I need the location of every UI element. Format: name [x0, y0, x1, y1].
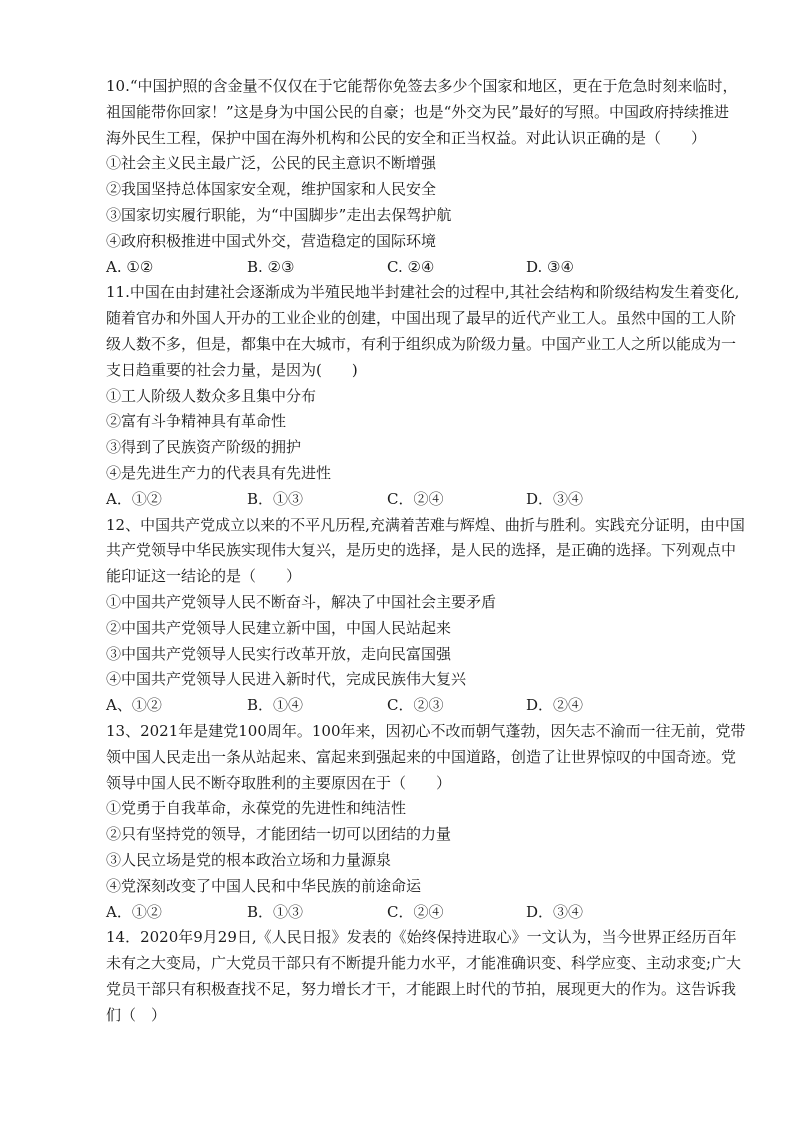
statement-3: ③中国共产党领导人民实行改革开放，走向民富国强: [106, 644, 452, 663]
choice-b: B．①④: [247, 696, 304, 715]
question-10: [106, 74, 782, 280]
stem-line: 领中国人民走出一条从站起来、富起来到强起来的中国道路，创造了让世界惊叹的中国奇迹。党: [106, 747, 737, 766]
question-13: [106, 719, 782, 925]
choice-c: C. ②④: [387, 257, 435, 276]
choice-a: A．①②: [106, 902, 162, 921]
stem-line: 14．2020年9月29日,《人民日报》发表的《始终保持进取心》一文认为，当今世界正经历百年: [106, 928, 737, 947]
choice-c: C．②③: [387, 696, 444, 715]
choice-a: A、①②: [106, 696, 162, 715]
question-11: [106, 280, 782, 512]
statement-2: ②只有坚持党的领导，才能团结一切可以团结的力量: [106, 825, 452, 844]
statement-1: ①工人阶级人数众多且集中分布: [106, 386, 317, 405]
stem-line: 随着官办和外国人开办的工业企业的创建，中国出现了最早的近代产业工人。虽然中国的工人阶: [106, 309, 737, 328]
choice-d: D．②④: [526, 696, 584, 715]
question-14: [106, 925, 782, 1028]
stem-line: 11.中国在由封建社会逐渐成为半殖民地半封建社会的过程中,其社会结构和阶级结构发生着变化,: [106, 283, 740, 302]
choice-d: D. ③④: [526, 257, 574, 276]
statement-2: ②富有斗争精神具有革命性: [106, 412, 287, 431]
stem-line: 能印证这一结论的是（ ）: [106, 567, 302, 586]
stem-line: 12、中国共产党成立以来的不平凡历程,充满着苦难与辉煌、曲折与胜利。实践充分证明，由中国: [106, 515, 745, 534]
stem-line: 支日趋重要的社会力量，是因为( ): [106, 360, 358, 379]
stem-line: 未有之大变局，广大党员干部只有不断提升能力水平，才能准确识变、科学应变、主动求变;广大: [106, 954, 742, 973]
statement-1: ①中国共产党领导人民不断奋斗，解决了中国社会主要矛盾: [106, 592, 497, 611]
answer-choices: [106, 255, 782, 281]
question-stem: [106, 925, 782, 1028]
question-stem: [106, 74, 782, 151]
answer-choices: [106, 487, 782, 513]
stem-line: 领导中国人民不断夺取胜利的主要原因在于（ ）: [106, 773, 452, 792]
choice-a: A．①②: [106, 489, 162, 508]
stem-line: 10.“中国护照的含金量不仅仅在于它能帮你免签去多少个国家和地区，更在于危急时刻来临时，: [106, 77, 738, 95]
statement-4: ④是先进生产力的代表具有先进性: [106, 463, 332, 482]
stem-line: 共产党领导中华民族实现伟大复兴，是历史的选择，是人民的选择，是正确的选择。下列观点中: [106, 541, 737, 560]
stem-line: 海外民生工程，保护中国在海外机构和公民的安全和正当权益。对此认识正确的是（ ）: [106, 128, 707, 147]
statement-4: ④中国共产党领导人民进入新时代，完成民族伟大复兴: [106, 670, 467, 689]
answer-choices: [106, 900, 782, 926]
exam-page: [106, 74, 782, 1028]
statement-1: ①党勇于自我革命，永葆党的先进性和纯洁性: [106, 799, 407, 818]
question-stem: [106, 280, 782, 383]
statement-3: ③得到了民族资产阶级的拥护: [106, 438, 302, 457]
statement-3: ③人民立场是党的根本政治立场和力量源泉: [106, 850, 392, 869]
statement-2: ②中国共产党领导人民建立新中国，中国人民站起来: [106, 618, 452, 637]
question-stem: [106, 513, 782, 590]
statement-1: ①社会主义民主最广泛，公民的民主意识不断增强: [106, 154, 437, 173]
question-stem: [106, 719, 782, 796]
stem-line: 级人数不多，但是，都集中在大城市，有利于组织成为阶级力量。中国产业工人之所以能成为一: [106, 334, 737, 353]
question-12: [106, 513, 782, 719]
statement-3: ③国家切实履行职能，为“中国脚步”走出去保驾护航: [106, 205, 452, 224]
choice-c: C．②④: [387, 902, 444, 921]
choice-a: A. ①②: [106, 257, 154, 276]
statement-2: ②我国坚持总体国家安全观，维护国家和人民安全: [106, 180, 437, 199]
choice-d: D．③④: [526, 489, 584, 508]
answer-choices: [106, 693, 782, 719]
stem-line: 们（ ）: [106, 1005, 167, 1024]
choice-b: B. ②③: [247, 257, 295, 276]
statement-4: ④政府积极推进中国式外交，营造稳定的国际环境: [106, 231, 437, 250]
choice-d: D．③④: [526, 902, 584, 921]
stem-line: 祖国能带你回家！”这是身为中国公民的自豪；也是“外交为民”最好的写照。中国政府持续推进: [106, 102, 730, 121]
choice-b: B．①③: [247, 902, 304, 921]
choice-c: C．②④: [387, 489, 444, 508]
stem-line: 13、2021年是建党100周年。100年来，因初心不改而朝气蓬勃，因矢志不渝而一往无前，党带: [106, 721, 746, 740]
stem-line: 党员干部只有积极查找不足，努力增长才干，才能跟上时代的节拍，展现更大的作为。这告诉我: [106, 979, 737, 998]
statement-4: ④党深刻改变了中国人民和中华民族的前途命运: [106, 876, 422, 895]
choice-b: B．①③: [247, 489, 304, 508]
